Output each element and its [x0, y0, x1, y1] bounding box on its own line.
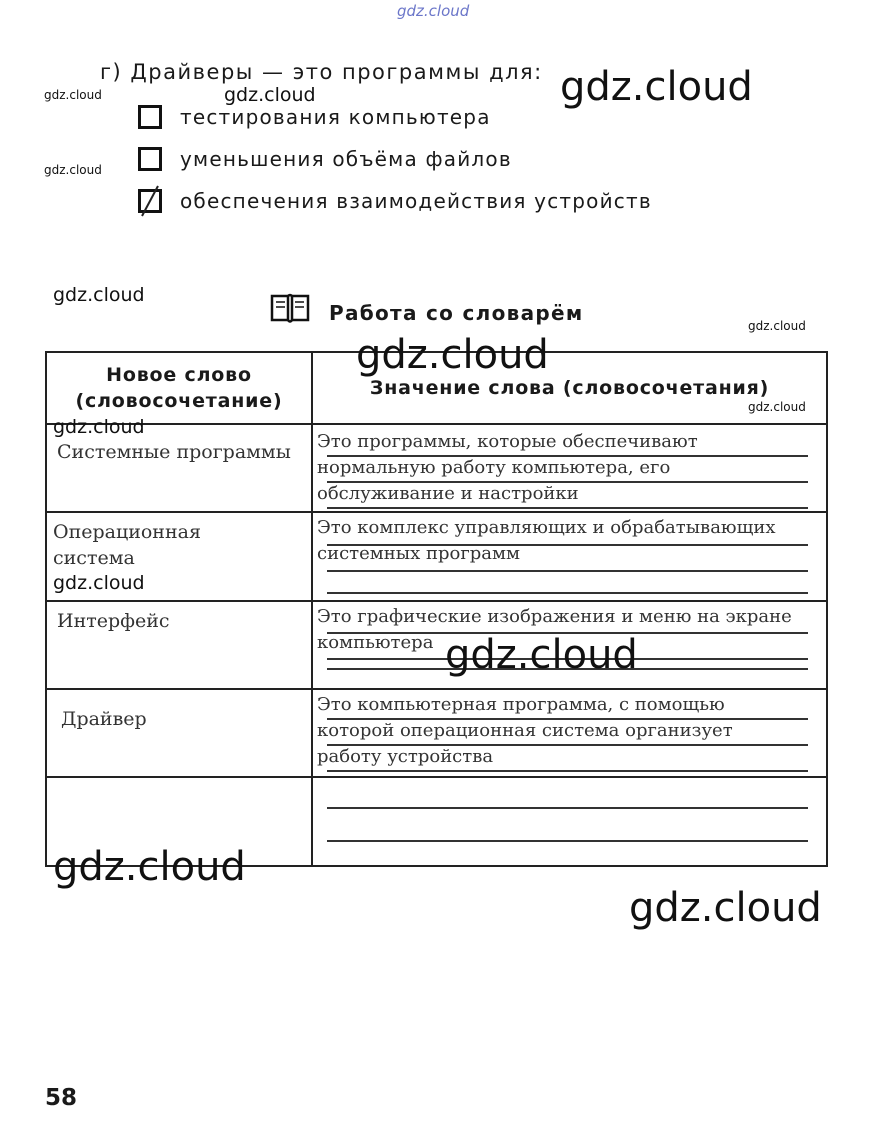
answer-option-label: тестирования компьютера	[180, 105, 491, 129]
dictionary-table	[45, 351, 828, 867]
watermark: gdz.cloud	[629, 885, 822, 931]
watermark: gdz.cloud	[224, 84, 316, 106]
meaning-text: Это программы, которые обеспечивают нормальную работу компьютера, его обслуживание и настройки	[317, 431, 698, 504]
watermark-top: gdz.cloud	[397, 2, 470, 20]
column-header-new-word: Новое слово (словосочетание)	[46, 352, 312, 424]
watermark: gdz.cloud	[53, 284, 145, 306]
checkbox[interactable]	[138, 147, 162, 171]
term-cell	[46, 601, 312, 689]
watermark: gdz.cloud	[748, 319, 806, 333]
checkbox[interactable]	[138, 105, 162, 129]
meaning-text: Это комплекс управляющих и обрабатывающих системных программ	[317, 517, 776, 564]
meaning-cell[interactable]	[312, 777, 827, 866]
watermark: gdz.cloud	[445, 632, 638, 678]
watermark: gdz.cloud	[560, 64, 753, 110]
column-header-meaning: Значение слова (словосочетания)	[312, 352, 827, 424]
meaning-cell[interactable]	[312, 512, 827, 601]
book-icon	[270, 292, 310, 324]
table-row	[46, 512, 827, 601]
table-row	[46, 424, 827, 512]
term-cell	[46, 689, 312, 777]
term-text: Операционная система	[53, 521, 201, 569]
watermark: gdz.cloud	[53, 572, 145, 594]
meaning-cell[interactable]	[312, 424, 827, 512]
meaning-text: Это компьютерная программа, с помощью которой операционная система организует работу устройства	[317, 694, 733, 767]
watermark: gdz.cloud	[356, 332, 549, 378]
question-title: г) Драйверы — это программы для:	[100, 60, 543, 84]
watermark: gdz.cloud	[44, 163, 102, 177]
page-number: 58	[45, 1085, 78, 1111]
meaning-text: Это графические изображения и меню на экране компьютера	[317, 606, 792, 653]
table-row	[46, 601, 827, 689]
checkbox-checked[interactable]	[138, 189, 162, 213]
term-text: Драйвер	[61, 708, 147, 730]
writing-lines	[327, 778, 808, 865]
watermark: gdz.cloud	[53, 844, 246, 890]
term-text: Интерфейс	[57, 610, 170, 632]
answer-option[interactable]	[138, 188, 652, 214]
answer-option[interactable]	[138, 104, 491, 130]
meaning-cell[interactable]	[312, 689, 827, 777]
answer-option-label: уменьшения объёма файлов	[180, 147, 512, 171]
watermark: gdz.cloud	[44, 88, 102, 102]
watermark: gdz.cloud	[748, 400, 806, 414]
term-text	[47, 778, 311, 794]
meaning-text	[313, 778, 826, 780]
term-text: Системные программы	[57, 441, 291, 463]
watermark: gdz.cloud	[53, 416, 145, 438]
answer-option[interactable]	[138, 146, 512, 172]
table-row	[46, 689, 827, 777]
dictionary-title: Работа со словарём	[329, 301, 584, 325]
answer-option-label: обеспечения взаимодействия устройств	[180, 189, 652, 213]
